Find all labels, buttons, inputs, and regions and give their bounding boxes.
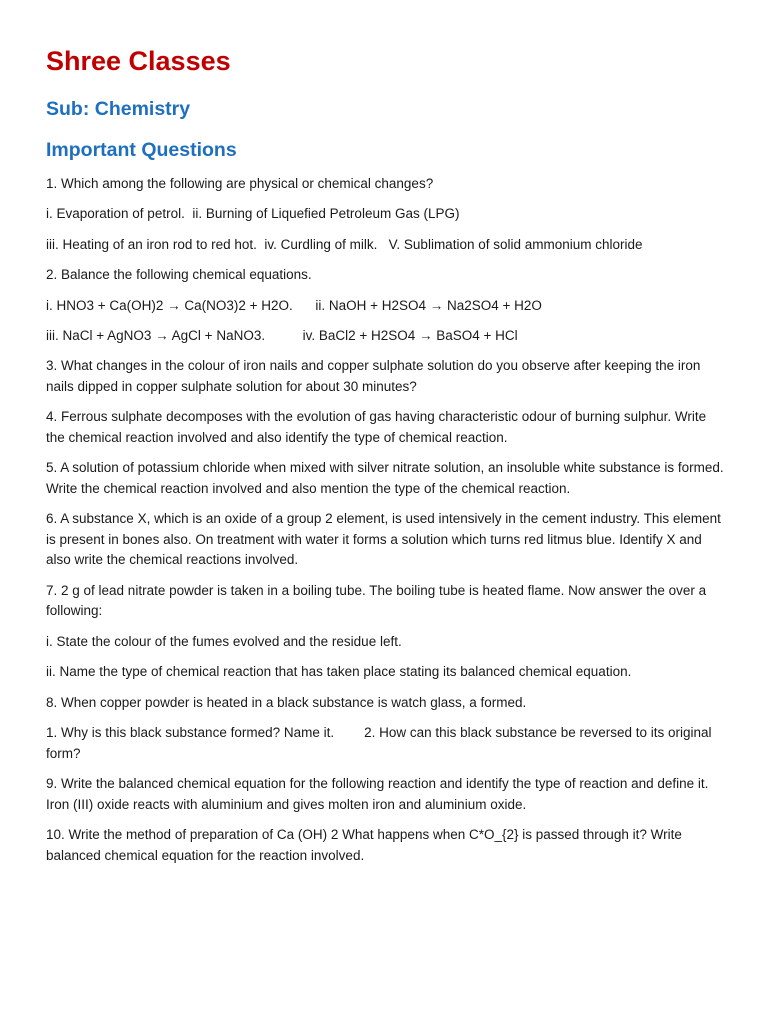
subject-heading: Sub: Chemistry: [46, 98, 191, 120]
question-line: 8. When copper powder is heated in a black substance is watch glass, a formed.: [46, 694, 527, 710]
section-heading: Important Questions: [46, 139, 237, 161]
question-line: 6. A substance X, which is an oxide of a group 2 element, is used intensively in the cement industry. This element is present in bones also. On treatment with water it forms a solution which turns red litmus blue. Identify X and also write the chemical reactions involved.: [46, 511, 725, 568]
question-list: [46, 174, 726, 866]
question-line: 2. Balance the following chemical equations.: [46, 267, 312, 283]
question-line: i. HNO3 + Ca(OH)2 → Ca(NO3)2 + H2O. ii. NaOH + H2SO4 → Na2SO4 + H2O: [46, 297, 542, 313]
question-line: 3. What changes in the colour of iron nails and copper sulphate solution do you observe after keeping the iron nails dipped in copper sulphate solution for about 30 minutes?: [46, 358, 705, 394]
question-line: iii. NaCl + AgNO3 → AgCl + NaNO3. iv. BaCl2 + H2SO4 → BaSO4 + HCl: [46, 327, 518, 343]
question-line: 9. Write the balanced chemical equation for the following reaction and identify the type of reaction and define it. Iron (III) oxide reacts with aluminium and gives molten iron and aluminium oxide.: [46, 776, 713, 812]
question-line: 1. Which among the following are physical or chemical changes?: [46, 176, 434, 191]
question-line: 10. Write the method of preparation of Ca (OH) 2 What happens when C*O_{2} is passed through it? Write balanced chemical equation for the reaction involved.: [46, 827, 686, 863]
question-line: ii. Name the type of chemical reaction that has taken place stating its balanced chemical equation.: [46, 664, 632, 680]
question-line: 7. 2 g of lead nitrate powder is taken in a boiling tube. The boiling tube is heated flame. Now answer the over a following:: [46, 582, 710, 619]
question-line: i. Evaporation of petrol. ii. Burning of Liquefied Petroleum Gas (LPG): [46, 206, 460, 222]
question-line: 1. Why is this black substance formed? Name it. 2. How can this black substance be reversed to its original form?: [46, 725, 716, 761]
question-line: 4. Ferrous sulphate decomposes with the evolution of gas having characteristic odour of burning sulphur. Write the chemical reaction involved and also identify the type of chemical reaction.: [46, 409, 710, 445]
question-line: i. State the colour of the fumes evolved and the residue left.: [46, 633, 402, 649]
question-line: iii. Heating of an iron rod to red hot. iv. Curdling of milk. V. Sublimation of solid ammonium chloride: [46, 236, 643, 252]
document-page: [46, 40, 726, 876]
question-line: 5. A solution of potassium chloride when mixed with silver nitrate solution, an insoluble white substance is formed. Write the chemical reaction involved and also mention the type of the chemical reaction.: [46, 460, 728, 496]
document-title: Shree Classes: [46, 46, 231, 76]
